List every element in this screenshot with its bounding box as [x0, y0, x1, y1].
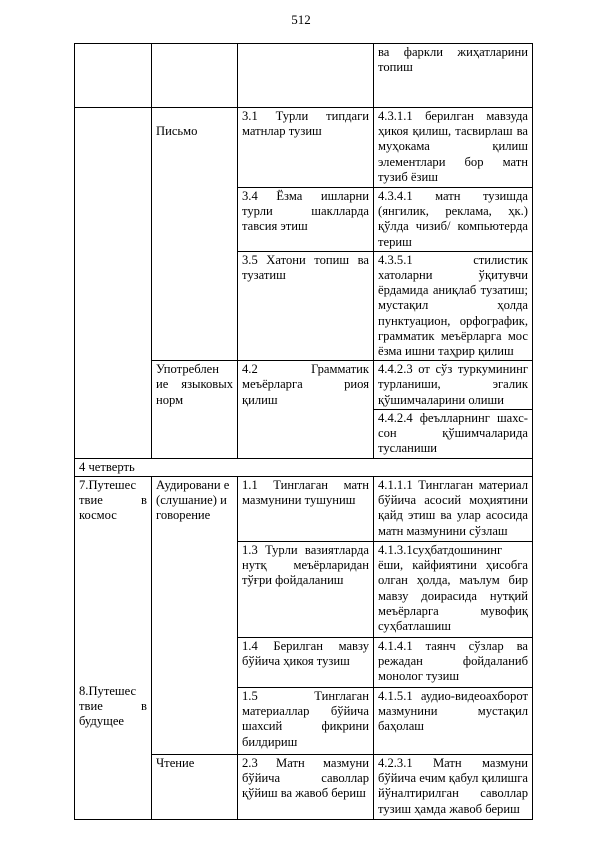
quarter-row	[75, 458, 533, 476]
target-cell-empty	[238, 44, 374, 108]
objective-cell: 4.1.1.1 Тинглаган материал бўйича асосий моҳиятини қайд этиш ва улар асосида матн мазмунини сўзлаш	[374, 477, 533, 542]
topic-cell-empty	[75, 108, 152, 459]
objective-cell: 4.3.1.1 берилган мавзуда ҳикоя қилиш, тасвирлаш ва муҳокама қилиш элементлари бор матн тузиб ёзиш	[374, 108, 533, 188]
skill-cell-reading: Чтение	[152, 755, 238, 820]
quarter-label: 4 четверть	[75, 458, 533, 476]
objective-cell: ва фаркли жиҳатларини топиш	[374, 44, 533, 108]
target-cell: 1.5 Тинглаган материаллар бўйича шахсий фикрини билдириш	[238, 688, 374, 755]
objective-cell: 4.1.3.1суҳбатдошининг ёши, кайфиятини ҳисобга олган ҳолда, маълум бир мавзу доирасида нутқий меъёрларга мувофиқ суҳбатлашиш	[374, 542, 533, 638]
target-cell: 4.2 Грамматик меъёрларга риоя қилиш	[238, 361, 374, 459]
table-row	[75, 477, 533, 542]
target-cell: 3.5 Хатони топиш ва тузатиш	[238, 251, 374, 360]
target-cell: 1.3 Турли вазиятларда нутқ меъёрларидан тўғри фойдаланиш	[238, 542, 374, 638]
skill-cell-listening: Аудировани е (слушание) и говорение	[152, 477, 238, 755]
skill-cell-writing	[152, 108, 238, 361]
target-cell: 1.1 Тинглаган матн мазмунини тушуниш	[238, 477, 374, 542]
page-number: 512	[291, 12, 311, 27]
target-cell: 3.1 Турли типдаги матнлар тузиш	[238, 108, 374, 188]
objective-cell: 4.1.4.1 таянч сўзлар ва режадан фойдаланиб монолог тузиш	[374, 638, 533, 688]
table-row	[75, 108, 533, 188]
topic-cell-empty	[75, 44, 152, 108]
objective-cell: 4.3.5.1 стилистик хатоларни ўқитувчи ёрдамида аниқлаб тузатиш; мустақил ҳолда пунктуацион, орфографик, грамматик меъёрларга мос ёзма ишни таҳрир қилиш	[374, 251, 533, 360]
target-cell: 1.4 Берилган мавзу бўйича ҳикоя тузиш	[238, 638, 374, 688]
skill-label-writing: Письмо	[156, 124, 198, 138]
topic-future: 8.Путешес твие в будущее	[79, 683, 147, 729]
skill-cell-language: Употреблен ие языковых норм	[152, 361, 238, 459]
skill-cell-empty	[152, 44, 238, 108]
table-row	[75, 44, 533, 108]
topic-cell	[75, 477, 152, 820]
target-cell: 2.3 Матн мазмуни бўйича саволлар қўйиш ва жавоб бериш	[238, 755, 374, 820]
curriculum-table	[74, 43, 533, 820]
objective-cell: 4.2.3.1 Матн мазмуни бўйича ечим қабул қилишга йўналтирилган саволлар тузиш ҳамда жавоб бериш	[374, 755, 533, 820]
objective-cell: 4.1.5.1 аудио-видеоахборот мазмунини мустақил баҳолаш	[374, 688, 533, 755]
objective-cell: 4.4.2.3 от сўз туркумининг турланиши, эгалик қўшимчаларини олиши	[374, 361, 533, 410]
topic-space: 7.Путешес твие в космос	[79, 478, 147, 523]
objective-cell: 4.3.4.1 матн тузишда (янгилик, реклама, ҳк.) қўлда чизиб/ компьютерда териш	[374, 188, 533, 252]
objective-cell: 4.4.2.4 феълларнинг шахс-сон қўшимчаларида тусланиши	[374, 409, 533, 458]
target-cell: 3.4 Ёзма ишларни турли шаклларда тавсия этиш	[238, 188, 374, 252]
